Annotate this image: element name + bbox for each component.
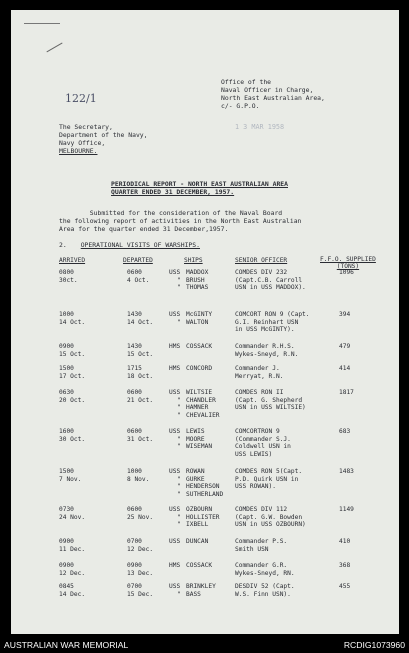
cell-ffo-tons: 414 <box>339 365 351 372</box>
cell-ship-prefix: USS <box>169 538 181 545</box>
cell-ffo-tons: 410 <box>339 538 351 545</box>
cell-ffo-tons: 368 <box>339 562 351 569</box>
cell-senior-officer: COMCORT RON 9 (Capt. G.I. Reinhart USN in USS McGINTY). <box>235 311 310 334</box>
file-reference: 122/1 <box>65 92 97 105</box>
addressee-block <box>59 123 148 155</box>
cell-senior-officer: COMDES DIV 112 (Capt. G.W. Bowden USN in USS OZBOURN) <box>235 506 306 529</box>
archive-footer <box>0 637 409 653</box>
cell-ship-prefix: USS <box>169 506 181 513</box>
col-header-arrived: ARRIVED <box>59 257 86 264</box>
cell-arrived: 0845 14 Dec. <box>59 583 86 598</box>
cell-departed: 0600 31 Oct. <box>127 428 154 443</box>
archive-name: AUSTRALIAN WAR MEMORIAL <box>4 640 129 650</box>
col-header-departed: DEPARTED <box>123 257 153 264</box>
cell-ffo-tons: 1096 <box>339 269 354 276</box>
cell-ffo-tons: 455 <box>339 583 351 590</box>
addressee-line: MELBOURNE. <box>59 147 98 155</box>
cell-arrived: 0900 12 Dec. <box>59 562 86 577</box>
cell-senior-officer: Commander G.R. Wykes-Sneyd, RN. <box>235 562 295 577</box>
cell-arrived: 1000 14 Oct. <box>59 311 86 326</box>
cell-ship-prefix: USS <box>169 311 181 318</box>
cell-departed: 1000 8 Nov. <box>127 468 150 483</box>
cell-ffo-tons: 1483 <box>339 468 354 475</box>
cell-ditto-marks: " " " <box>177 475 181 498</box>
received-stamp: 1 3 MAR 1958 <box>235 123 285 131</box>
cell-ships: McGINTY WALTON <box>186 311 213 326</box>
cell-ditto-marks: " " <box>177 276 181 292</box>
section-number: 2. <box>59 241 67 249</box>
archive-id: RCDIG1073960 <box>343 640 405 650</box>
cell-ships: WILTSIE CHANDLER HAMNER CHEVALIER <box>186 389 220 419</box>
cell-ffo-tons: 683 <box>339 428 351 435</box>
cell-ffo-tons: 394 <box>339 311 351 318</box>
col-header-ships: SHIPS <box>184 257 203 264</box>
cell-departed: 0700 15 Dec. <box>127 583 154 598</box>
title-line: PERIODICAL REPORT - NORTH EAST AUSTRALIAN AREA <box>111 180 288 188</box>
cell-ships: DUNCAN <box>186 538 209 545</box>
cell-ships: COSSACK <box>186 343 213 350</box>
cell-senior-officer: COMDES RON II (Capt. G. Shepherd USN in USS WILTSIE) <box>235 389 306 412</box>
cell-ships: LEWIS MOORE WISEMAN <box>186 428 213 451</box>
cell-departed: 1430 14 Oct. <box>127 311 154 326</box>
cell-departed: 0700 12 Dec. <box>127 538 154 553</box>
section-heading <box>59 241 200 249</box>
cell-arrived: 0630 20 Oct. <box>59 389 86 404</box>
cell-ffo-tons: 479 <box>339 343 351 350</box>
cell-departed: 1715 18 Oct. <box>127 365 154 380</box>
report-title <box>111 180 288 196</box>
addressee-line: Department of the Navy, <box>59 131 148 139</box>
addressee-line: The Secretary, <box>59 123 113 131</box>
cell-senior-officer: Commander P.S. Smith USN <box>235 538 288 553</box>
cell-ship-prefix: HMS <box>169 343 181 350</box>
cell-arrived: 1500 7 Nov. <box>59 468 82 483</box>
cell-arrived: 0900 11 Dec. <box>59 538 86 553</box>
cell-senior-officer: COMCORTRON 9 (Commander S.J. Coldwell USN in USS LEWIS) <box>235 428 291 458</box>
cell-ship-prefix: USS <box>169 269 181 276</box>
cell-senior-officer: Commander J. Merryat, R.N. <box>235 365 284 380</box>
cell-arrived: 0900 15 Oct. <box>59 343 86 358</box>
col-header-ffo-text: F.F.O. SUPPLIED (TONS) <box>320 256 376 270</box>
col-header-ffo <box>320 256 376 270</box>
cell-senior-officer: COMDES DIV 232 (Capt.C.B. Carroll USN in USS MADDOX). <box>235 269 306 292</box>
col-header-senior-officer: SENIOR OFFICER <box>235 257 288 264</box>
cell-ffo-tons: 1817 <box>339 389 354 396</box>
cell-senior-officer: Commander R.H.S. Wykes-Sneyd, R.N. <box>235 343 299 358</box>
cell-ditto-marks: " " " <box>177 396 181 419</box>
addressee-line: Navy Office, <box>59 139 106 147</box>
cell-ditto-marks: " <box>177 318 181 326</box>
cell-ditto-marks: " <box>177 590 181 598</box>
cell-ship-prefix: USS <box>169 583 181 590</box>
cell-senior-officer: COMDES RON 5(Capt. P.D. Quirk USN in USS ROWAN). <box>235 468 303 491</box>
section-title: OPERATIONAL VISITS OF WARSHIPS. <box>80 241 200 249</box>
cell-ship-prefix: USS <box>169 389 181 396</box>
cell-arrived: 1500 17 Oct. <box>59 365 86 380</box>
cell-ship-prefix: USS <box>169 428 181 435</box>
cell-ship-prefix: USS <box>169 468 181 475</box>
document-page <box>11 10 399 634</box>
cell-ditto-marks: " " <box>177 435 181 451</box>
cell-ships: ROWAN GURKE HENDERSON SUTHERLAND <box>186 468 224 498</box>
cell-arrived: 1600 30 Oct. <box>59 428 86 443</box>
cell-senior-officer: DESDIV 52 (Capt. W.S. Finn USN). <box>235 583 295 598</box>
cell-ships: CONCORD <box>186 365 213 372</box>
cell-ship-prefix: HMS <box>169 365 181 372</box>
cell-ditto-marks: " " <box>177 513 181 529</box>
cell-departed: 0600 21 Oct. <box>127 389 154 404</box>
cell-departed: 0900 13 Dec. <box>127 562 154 577</box>
title-line: QUARTER ENDED 31 DECEMBER, 1957. <box>111 188 235 196</box>
cell-ships: BRINKLEY BASS <box>186 583 216 598</box>
intro-paragraph: Submitted for the consideration of the Naval Board the following report of activities in the North East Australian Area for the quarter ended 31 December,1957. <box>59 209 302 233</box>
cell-departed: 1430 15 Oct. <box>127 343 154 358</box>
cell-departed: 0600 4 Oct. <box>127 269 150 284</box>
pencil-mark <box>46 43 69 65</box>
cell-ship-prefix: HMS <box>169 562 181 569</box>
cell-ffo-tons: 1149 <box>339 506 354 513</box>
cell-arrived: 0800 30ct. <box>59 269 78 284</box>
cell-ships: OZBOURN HOLLISTER IXBELL <box>186 506 220 529</box>
cell-ships: COSSACK <box>186 562 213 569</box>
office-heading: Office of the Naval Officer in Charge, North East Australian Area, c/- G.P.O. <box>221 78 325 110</box>
cell-arrived: 0730 24 Nov. <box>59 506 86 521</box>
cell-ships: MADDOX BRUSH THOMAS <box>186 269 209 292</box>
cell-departed: 0600 25 Nov. <box>127 506 154 521</box>
